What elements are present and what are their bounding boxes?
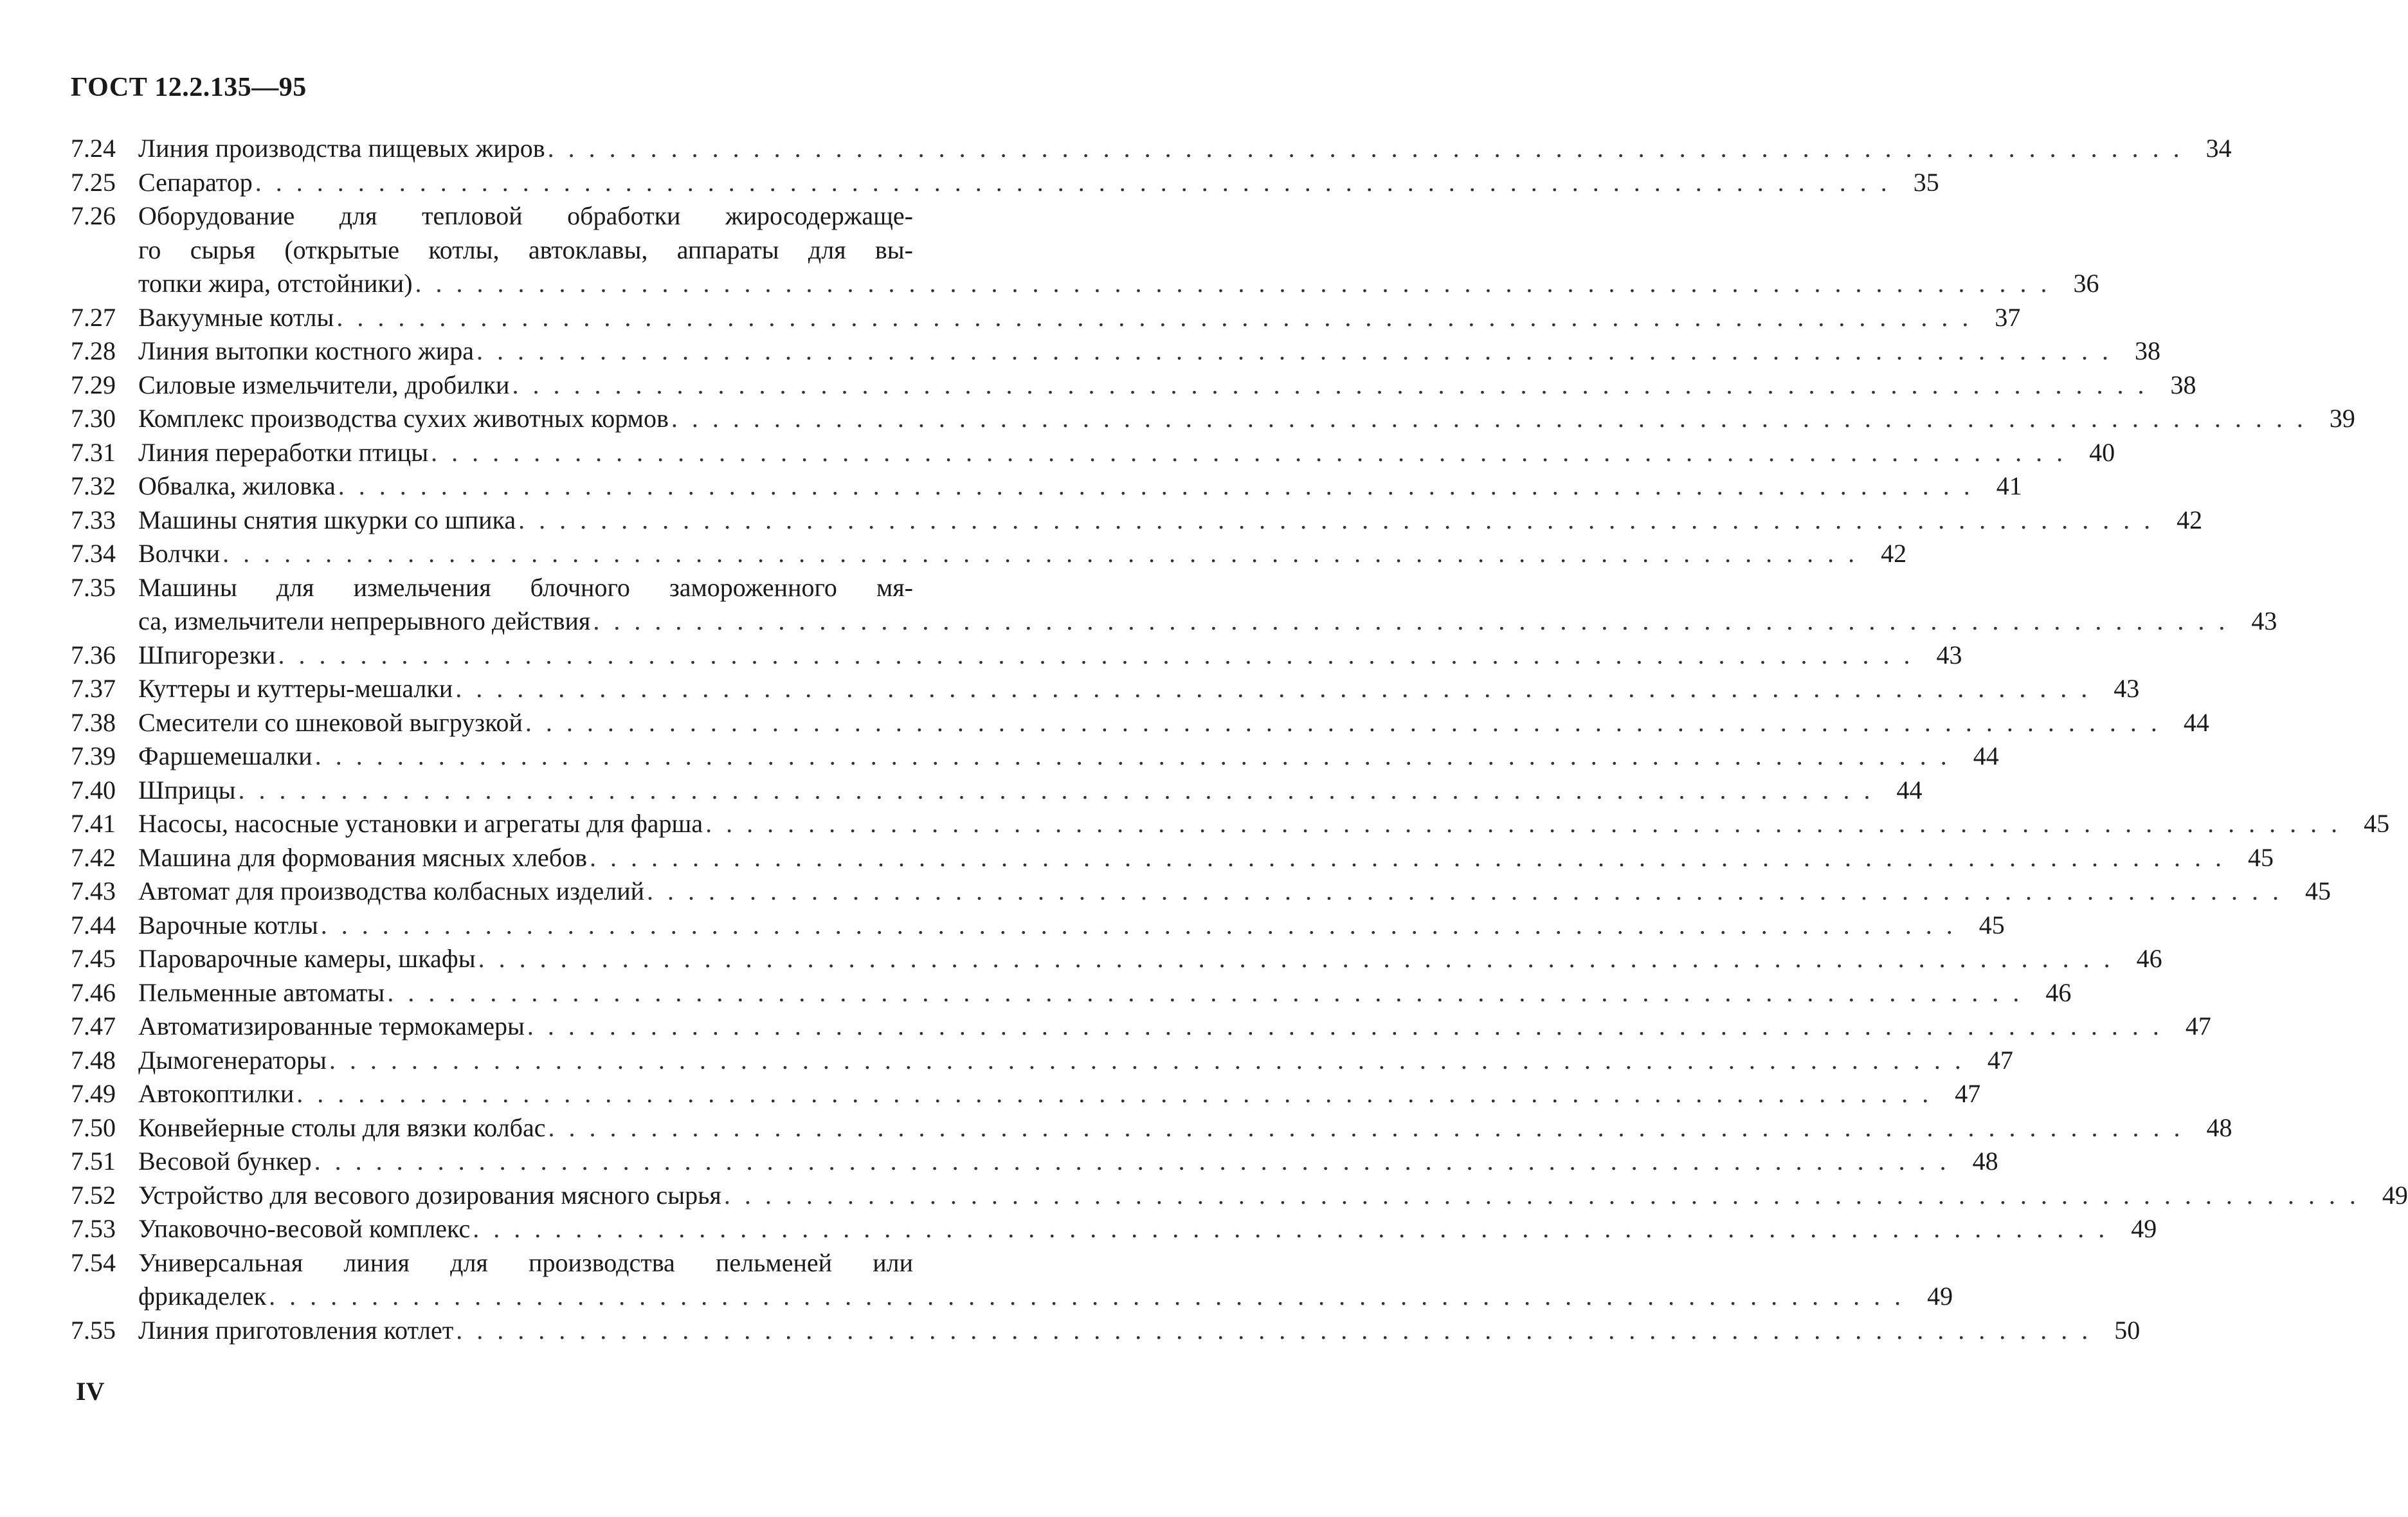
toc-entry-number: 7.28 bbox=[71, 336, 116, 365]
toc-entry[interactable] bbox=[71, 976, 2072, 1010]
toc-entry-last-line bbox=[138, 1077, 1981, 1111]
toc-entry-last-line bbox=[138, 909, 2005, 943]
toc-entry-last-line bbox=[138, 1280, 1953, 1314]
toc-entry-number: 7.39 bbox=[71, 741, 116, 770]
toc-entry-number: 7.44 bbox=[71, 910, 116, 940]
dot-leader: . . . . . . . . . . . . . . . . . . . . . . . . . . . . . . . . . . . . . . . . . . . . . . . . . . . . . . . . . . . . . . . . . . . . . . . . . . . . . . . . bbox=[547, 134, 2184, 163]
toc-entry-body bbox=[138, 1179, 2408, 1213]
toc-entry-title: Фаршемешалки bbox=[138, 741, 312, 770]
toc-entry-title: Пароварочные камеры, шкафы bbox=[138, 944, 476, 973]
toc-entry-number: 7.47 bbox=[71, 1012, 116, 1040]
toc-entry-body bbox=[138, 774, 1923, 808]
toc-entry[interactable] bbox=[71, 537, 1907, 571]
toc-entry-last-line bbox=[138, 1314, 2141, 1348]
toc-entry-title: Устройство для весового дозирования мясного сырья bbox=[138, 1180, 721, 1210]
toc-entry-number: 7.34 bbox=[71, 539, 116, 568]
toc-entry-page-number: 40 bbox=[2089, 437, 2115, 467]
toc-entry-body bbox=[138, 639, 1962, 673]
toc-entry-title: Линия вытопки костного жира bbox=[138, 336, 474, 365]
toc-entry-last-line bbox=[138, 740, 1999, 774]
toc-entry-body bbox=[138, 706, 2209, 740]
toc-entry-number: 7.48 bbox=[71, 1045, 116, 1075]
toc-entry[interactable] bbox=[71, 199, 2099, 301]
dot-leader: . . . . . . . . . . . . . . . . . . . . . . . . . . . . . . . . . . . . . . . . . . . . . . . . . . . . . . . . . . . . . . . . . . . . . . . . . . . . . . . . bbox=[512, 370, 2148, 399]
toc-entry[interactable] bbox=[71, 1010, 2211, 1044]
toc-entry[interactable] bbox=[71, 942, 2162, 976]
toc-entry-last-line bbox=[138, 639, 1962, 673]
toc-entry-last-line bbox=[138, 1212, 2157, 1246]
toc-entry-body bbox=[138, 334, 2160, 368]
toc-entry-title: са, измельчители непрерывного действия bbox=[138, 606, 591, 635]
toc-entry[interactable] bbox=[71, 639, 1962, 673]
dot-leader: . . . . . . . . . . . . . . . . . . . . . . . . . . . . . . . . . . . . . . . . . . . . . . . . . . . . . . . . . . . . . . . . . . . . . . . . . . . . . . . . bbox=[723, 1180, 2360, 1210]
toc-entry-number: 7.46 bbox=[71, 977, 116, 1007]
toc-entry-last-line bbox=[138, 537, 1907, 571]
toc-entry-page-number: 38 bbox=[2170, 370, 2196, 399]
toc-entry[interactable] bbox=[71, 774, 1923, 808]
toc-entry-title: Линия приготовления котлет bbox=[138, 1315, 454, 1345]
toc-entry-page-number: 45 bbox=[2305, 877, 2331, 905]
dot-leader: . . . . . . . . . . . . . . . . . . . . . . . . . . . . . . . . . . . . . . . . . . . . . . . . . . . . . . . . . . . . . . . . . . . . . . . . . . . . . . . . bbox=[338, 471, 1974, 500]
toc-entry-page-number: 46 bbox=[2136, 944, 2162, 973]
toc-entry-number: 7.50 bbox=[71, 1113, 116, 1142]
toc-entry-page-number: 34 bbox=[2205, 134, 2232, 163]
toc-entry-last-line bbox=[138, 1044, 2013, 1078]
dot-leader: . . . . . . . . . . . . . . . . . . . . . . . . . . . . . . . . . . . . . . . . . . . . . . . . . . . . . . . . . . . . . . . . . . . . . . . . . . . . . . . . bbox=[473, 1214, 2109, 1243]
toc-entry-last-line bbox=[138, 672, 2140, 706]
toc-entry[interactable] bbox=[71, 334, 2160, 368]
toc-entry-number: 7.55 bbox=[71, 1315, 116, 1345]
toc-entry[interactable] bbox=[71, 1044, 2013, 1078]
toc-entry[interactable] bbox=[71, 132, 2232, 166]
dot-leader: . . . . . . . . . . . . . . . . . . . . . . . . . . . . . . . . . . . . . . . . . . . . . . . . . . . . . . . . . . . . . . . . . . . . . . . . . . . . . . . . bbox=[314, 741, 1951, 770]
toc-entry-page-number: 43 bbox=[2114, 674, 2140, 703]
toc-entry-last-line bbox=[138, 469, 2022, 504]
toc-entry-body bbox=[138, 166, 1939, 200]
dot-leader: . . . . . . . . . . . . . . . . . . . . . . . . . . . . . . . . . . . . . . . . . . . . . . . . . . . . . . . . . . . . . . . . . . . . . . . . . . . . . . . . bbox=[593, 606, 2229, 635]
toc-entry-number: 7.30 bbox=[71, 404, 116, 433]
toc-entry-number: 7.38 bbox=[71, 707, 116, 737]
toc-entry-body bbox=[138, 199, 2099, 301]
toc-entry-page-number: 49 bbox=[1927, 1282, 1953, 1311]
toc-entry-page-number: 35 bbox=[1913, 167, 1939, 197]
toc-entry[interactable] bbox=[71, 1212, 2157, 1246]
toc-entry-page-number: 43 bbox=[1936, 640, 1962, 669]
dot-leader: . . . . . . . . . . . . . . . . . . . . . . . . . . . . . . . . . . . . . . . . . . . . . . . . . . . . . . . . . . . . . . . . . . . . . . . . . . . . . . . . bbox=[296, 1079, 1933, 1108]
toc-entry[interactable] bbox=[71, 504, 2203, 538]
dot-leader: . . . . . . . . . . . . . . . . . . . . . . . . . . . . . . . . . . . . . . . . . . . . . . . . . . . . . . . . . . . . . . . . . . . . . . . . . . . . . . . . bbox=[548, 1113, 2184, 1142]
toc-entry-number: 7.49 bbox=[71, 1079, 116, 1108]
toc-entry-body bbox=[138, 942, 2162, 976]
toc-entry-title: Машина для формования мясных хлебов bbox=[138, 842, 588, 872]
toc-entry-title: Упаковочно-весовой комплекс bbox=[138, 1214, 471, 1243]
toc-entry-page-number: 46 bbox=[2045, 977, 2072, 1007]
dot-leader: . . . . . . . . . . . . . . . . . . . . . . . . . . . . . . . . . . . . . . . . . . . . . . . . . . . . . . . . . . . . . . . . . . . . . . . . . . . . . . . . bbox=[336, 302, 1973, 332]
toc-entry-page-number: 47 bbox=[1987, 1045, 2013, 1075]
toc-entry-page-number: 36 bbox=[2073, 269, 2099, 298]
toc-entry-body bbox=[138, 1077, 1981, 1111]
toc-entry-last-line bbox=[138, 604, 2277, 639]
toc-entry-last-line bbox=[138, 1145, 1998, 1179]
toc-entry-page-number: 39 bbox=[2329, 404, 2355, 433]
toc-entry-page-number: 37 bbox=[1995, 302, 2021, 332]
toc-entry-last-line bbox=[138, 1179, 2408, 1213]
toc-entry-title: Смесители со шнековой выгрузкой bbox=[138, 707, 523, 737]
toc-entry-last-line bbox=[138, 1010, 2211, 1044]
toc-entry-body bbox=[138, 1145, 1998, 1179]
toc-entry-last-line bbox=[138, 841, 2274, 875]
toc-entry-page-number: 47 bbox=[2185, 1012, 2211, 1040]
toc-entry-last-line bbox=[138, 504, 2203, 538]
toc-entry-body bbox=[138, 368, 2196, 403]
toc-entry-title: Машины снятия шкурки со шпика bbox=[138, 505, 516, 534]
toc-entry-number: 7.36 bbox=[71, 640, 116, 669]
toc-entry-body bbox=[138, 1246, 1953, 1314]
toc-entry-page-number: 44 bbox=[2183, 707, 2209, 737]
toc-entry-title: Обвалка, жиловка bbox=[138, 471, 336, 500]
toc-entry-body bbox=[138, 740, 1999, 774]
dot-leader: . . . . . . . . . . . . . . . . . . . . . . . . . . . . . . . . . . . . . . . . . . . . . . . . . . . . . . . . . . . . . . . . . . . . . . . . . . . . . . . . bbox=[525, 707, 2161, 737]
toc-entry-last-line bbox=[138, 132, 2232, 166]
toc-entry-number: 7.51 bbox=[71, 1147, 116, 1176]
toc-entry-title: Линия переработки птицы bbox=[138, 437, 429, 467]
toc-entry-page-number: 38 bbox=[2134, 336, 2160, 365]
dot-leader: . . . . . . . . . . . . . . . . . . . . . . . . . . . . . . . . . . . . . . . . . . . . . . . . . . . . . . . . . . . . . . . . . . . . . . . . . . . . . . . . bbox=[415, 269, 2051, 298]
toc-entry-page-number: 45 bbox=[2364, 809, 2390, 838]
toc-entry-title: Весовой бункер bbox=[138, 1147, 312, 1176]
dot-leader: . . . . . . . . . . . . . . . . . . . . . . . . . . . . . . . . . . . . . . . . . . . . . . . . . . . . . . . . . . . . . . . . . . . . . . . . . . . . . . . . bbox=[222, 539, 1859, 568]
toc-entry-title: Куттеры и куттеры-мешалки bbox=[138, 674, 453, 703]
dot-leader: . . . . . . . . . . . . . . . . . . . . . . . . . . . . . . . . . . . . . . . . . . . . . . . . . . . . . . . . . . . . . . . . . . . . . . . . . . . . . . . . bbox=[671, 404, 2307, 433]
toc-entry-number: 7.32 bbox=[71, 471, 116, 500]
dot-leader: . . . . . . . . . . . . . . . . . . . . . . . . . . . . . . . . . . . . . . . . . . . . . . . . . . . . . . . . . . . . . . . . . . . . . . . . . . . . . . . . bbox=[476, 336, 2112, 365]
table-of-contents bbox=[71, 132, 2408, 1347]
toc-entry-number: 7.31 bbox=[71, 437, 116, 467]
document-header: ГОСТ 12.2.135—95 bbox=[71, 73, 307, 102]
toc-entry-number: 7.40 bbox=[71, 775, 116, 804]
toc-entry-title: Автокоптилки bbox=[138, 1079, 294, 1108]
dot-leader: . . . . . . . . . . . . . . . . . . . . . . . . . . . . . . . . . . . . . . . . . . . . . . . . . . . . . . . . . . . . . . . . . . . . . . . . . . . . . . . . bbox=[647, 877, 2283, 905]
toc-entry-body bbox=[138, 909, 2005, 943]
toc-entry-body bbox=[138, 976, 2072, 1010]
toc-entry-body bbox=[138, 504, 2203, 538]
toc-entry-title: Насосы, насосные установки и агрегаты для фарша bbox=[138, 809, 703, 838]
toc-entry-body bbox=[138, 132, 2232, 166]
toc-entry-last-line bbox=[138, 942, 2162, 976]
toc-entry-last-line bbox=[138, 875, 2331, 909]
toc-entry[interactable] bbox=[71, 1077, 1981, 1111]
dot-leader: . . . . . . . . . . . . . . . . . . . . . . . . . . . . . . . . . . . . . . . . . . . . . . . . . . . . . . . . . . . . . . . . . . . . . . . . . . . . . . . . bbox=[455, 674, 2092, 703]
toc-entry-body bbox=[138, 1212, 2157, 1246]
toc-entry-body bbox=[138, 1111, 2232, 1145]
toc-entry-number: 7.29 bbox=[71, 370, 116, 399]
toc-entry-number: 7.26 bbox=[71, 201, 116, 230]
toc-entry-title: Линия производства пищевых жиров bbox=[138, 134, 545, 163]
toc-entry-number: 7.54 bbox=[71, 1248, 116, 1277]
toc-entry[interactable] bbox=[71, 368, 2196, 403]
toc-entry-body bbox=[138, 469, 2022, 504]
dot-leader: . . . . . . . . . . . . . . . . . . . . . . . . . . . . . . . . . . . . . . . . . . . . . . . . . . . . . . . . . . . . . . . . . . . . . . . . . . . . . . . . bbox=[518, 505, 2155, 534]
toc-entry[interactable] bbox=[71, 909, 2005, 943]
toc-entry-body bbox=[138, 436, 2115, 470]
toc-entry[interactable] bbox=[71, 672, 2140, 706]
toc-entry-number: 7.35 bbox=[71, 572, 116, 602]
page-number-footer: IV bbox=[76, 1377, 105, 1406]
toc-entry-body bbox=[138, 301, 2021, 335]
toc-entry-page-number: 44 bbox=[1973, 741, 1999, 770]
toc-entry-title: Комплекс производства сухих животных кормов bbox=[138, 404, 669, 433]
toc-entry[interactable] bbox=[71, 1314, 2141, 1348]
toc-entry-number: 7.42 bbox=[71, 842, 116, 872]
toc-entry-last-line bbox=[138, 1111, 2232, 1145]
dot-leader: . . . . . . . . . . . . . . . . . . . . . . . . . . . . . . . . . . . . . . . . . . . . . . . . . . . . . . . . . . . . . . . . . . . . . . . . . . . . . . . . bbox=[269, 1282, 1905, 1311]
toc-entry-page-number: 49 bbox=[2131, 1214, 2157, 1243]
toc-entry-page-number: 49 bbox=[2382, 1180, 2408, 1210]
toc-entry[interactable] bbox=[71, 469, 2022, 504]
toc-entry-body bbox=[138, 672, 2140, 706]
dot-leader: . . . . . . . . . . . . . . . . . . . . . . . . . . . . . . . . . . . . . . . . . . . . . . . . . . . . . . . . . . . . . . . . . . . . . . . . . . . . . . . . bbox=[590, 842, 2226, 872]
toc-entry-body bbox=[138, 571, 2277, 639]
toc-entry-last-line bbox=[138, 368, 2196, 403]
toc-entry-page-number: 48 bbox=[2206, 1113, 2232, 1142]
dot-leader: . . . . . . . . . . . . . . . . . . . . . . . . . . . . . . . . . . . . . . . . . . . . . . . . . . . . . . . . . . . . . . . . . . . . . . . . . . . . . . . . bbox=[329, 1045, 1965, 1075]
toc-entry-page-number: 45 bbox=[1978, 910, 2005, 940]
toc-entry-page-number: 43 bbox=[2251, 606, 2277, 635]
toc-entry-title: Автоматизированные термокамеры bbox=[138, 1012, 525, 1040]
toc-entry-last-line bbox=[138, 774, 1923, 808]
dot-leader: . . . . . . . . . . . . . . . . . . . . . . . . . . . . . . . . . . . . . . . . . . . . . . . . . . . . . . . . . . . . . . . . . . . . . . . . . . . . . . . . bbox=[387, 977, 2023, 1007]
toc-entry-last-line bbox=[138, 166, 1939, 200]
dot-leader: . . . . . . . . . . . . . . . . . . . . . . . . . . . . . . . . . . . . . . . . . . . . . . . . . . . . . . . . . . . . . . . . . . . . . . . . . . . . . . . . bbox=[278, 640, 1914, 669]
toc-entry[interactable] bbox=[71, 807, 2390, 841]
toc-entry-title: фрикаделек bbox=[138, 1282, 267, 1311]
toc-entry-number: 7.33 bbox=[71, 505, 116, 534]
toc-entry-last-line bbox=[138, 402, 2355, 436]
toc-entry-title-line: Универсальная линия для производства пельменей или bbox=[138, 1248, 913, 1277]
toc-entry-page-number: 41 bbox=[1996, 471, 2022, 500]
toc-entry-body bbox=[138, 402, 2355, 436]
toc-entry-title: топки жира, отстойники) bbox=[138, 269, 413, 298]
toc-entry-last-line bbox=[138, 706, 2209, 740]
toc-entry[interactable] bbox=[71, 1111, 2232, 1145]
toc-entry-last-line bbox=[138, 301, 2021, 335]
toc-entry-title: Дымогенераторы bbox=[138, 1045, 327, 1075]
toc-entry[interactable] bbox=[71, 1145, 1998, 1179]
toc-entry-title: Шпигорезки bbox=[138, 640, 276, 669]
toc-entry-title: Вакуумные котлы bbox=[138, 302, 334, 332]
toc-entry-number: 7.43 bbox=[71, 877, 116, 905]
toc-entry-page-number: 47 bbox=[1955, 1079, 1981, 1108]
dot-leader: . . . . . . . . . . . . . . . . . . . . . . . . . . . . . . . . . . . . . . . . . . . . . . . . . . . . . . . . . . . . . . . . . . . . . . . . . . . . . . . . bbox=[431, 437, 2067, 467]
toc-entry-last-line bbox=[138, 267, 2099, 301]
toc-entry-title: Волчки bbox=[138, 539, 221, 568]
toc-entry-number: 7.24 bbox=[71, 134, 116, 163]
toc-entry[interactable] bbox=[71, 1179, 2408, 1213]
dot-leader: . . . . . . . . . . . . . . . . . . . . . . . . . . . . . . . . . . . . . . . . . . . . . . . . . . . . . . . . . . . . . . . . . . . . . . . . . . . . . . . . bbox=[456, 1315, 2092, 1345]
toc-entry-body bbox=[138, 1010, 2211, 1044]
toc-entry-title: Шприцы bbox=[138, 775, 236, 804]
dot-leader: . . . . . . . . . . . . . . . . . . . . . . . . . . . . . . . . . . . . . . . . . . . . . . . . . . . . . . . . . . . . . . . . . . . . . . . . . . . . . . . . bbox=[238, 775, 1874, 804]
toc-entry-title: Сепаратор bbox=[138, 167, 253, 197]
toc-entry-page-number: 42 bbox=[1881, 539, 1907, 568]
toc-entry-number: 7.25 bbox=[71, 167, 116, 197]
toc-entry-number: 7.52 bbox=[71, 1180, 116, 1210]
toc-entry-last-line bbox=[138, 334, 2160, 368]
dot-leader: . . . . . . . . . . . . . . . . . . . . . . . . . . . . . . . . . . . . . . . . . . . . . . . . . . . . . . . . . . . . . . . . . . . . . . . . . . . . . . . . bbox=[705, 809, 2342, 838]
toc-entry[interactable] bbox=[71, 571, 2277, 639]
toc-entry-page-number: 48 bbox=[1972, 1147, 1998, 1176]
toc-entry-body bbox=[138, 807, 2390, 841]
toc-entry-last-line bbox=[138, 807, 2390, 841]
toc-entry-last-line bbox=[138, 436, 2115, 470]
toc-entry-page-number: 50 bbox=[2114, 1315, 2141, 1345]
toc-entry[interactable] bbox=[71, 301, 2021, 335]
toc-entry-title-line: Машины для измельчения блочного замороженного мя- bbox=[138, 572, 913, 602]
toc-entry-title: Пельменные автоматы bbox=[138, 977, 385, 1007]
dot-leader: . . . . . . . . . . . . . . . . . . . . . . . . . . . . . . . . . . . . . . . . . . . . . . . . . . . . . . . . . . . . . . . . . . . . . . . . . . . . . . . . bbox=[527, 1012, 2163, 1040]
toc-entry[interactable] bbox=[71, 841, 2274, 875]
toc-entry-number: 7.53 bbox=[71, 1214, 116, 1243]
dot-leader: . . . . . . . . . . . . . . . . . . . . . . . . . . . . . . . . . . . . . . . . . . . . . . . . . . . . . . . . . . . . . . . . . . . . . . . . . . . . . . . . bbox=[255, 167, 1891, 197]
toc-entry[interactable] bbox=[71, 166, 1939, 200]
toc-entry-body bbox=[138, 537, 1907, 571]
toc-entry-number: 7.45 bbox=[71, 944, 116, 973]
toc-entry-body bbox=[138, 1314, 2141, 1348]
toc-entry[interactable] bbox=[71, 402, 2355, 436]
toc-entry-number: 7.37 bbox=[71, 674, 116, 703]
dot-leader: . . . . . . . . . . . . . . . . . . . . . . . . . . . . . . . . . . . . . . . . . . . . . . . . . . . . . . . . . . . . . . . . . . . . . . . . . . . . . . . . bbox=[314, 1147, 1950, 1176]
toc-entry-body bbox=[138, 841, 2274, 875]
toc-entry-title: Автомат для производства колбасных изделий bbox=[138, 877, 645, 905]
toc-entry[interactable] bbox=[71, 740, 1999, 774]
toc-entry-number: 7.41 bbox=[71, 809, 116, 838]
toc-entry-page-number: 44 bbox=[1896, 775, 1923, 804]
toc-entry[interactable] bbox=[71, 706, 2209, 740]
toc-entry-title: Силовые измельчители, дробилки bbox=[138, 370, 510, 399]
toc-entry-number: 7.27 bbox=[71, 302, 116, 332]
toc-entry-body bbox=[138, 1044, 2013, 1078]
toc-entry-last-line bbox=[138, 976, 2072, 1010]
toc-entry-title-line: Оборудование для тепловой обработки жиросодержаще- bbox=[138, 201, 913, 230]
toc-entry[interactable] bbox=[71, 1246, 1953, 1314]
toc-entry-title-line: го сырья (открытые котлы, автоклавы, аппараты для вы- bbox=[138, 235, 913, 264]
toc-entry[interactable] bbox=[71, 875, 2331, 909]
toc-entry-page-number: 42 bbox=[2177, 505, 2203, 534]
dot-leader: . . . . . . . . . . . . . . . . . . . . . . . . . . . . . . . . . . . . . . . . . . . . . . . . . . . . . . . . . . . . . . . . . . . . . . . . . . . . . . . . bbox=[320, 910, 1957, 940]
toc-entry-body bbox=[138, 875, 2331, 909]
toc-entry-page-number: 45 bbox=[2248, 842, 2274, 872]
toc-entry-title: Варочные котлы bbox=[138, 910, 318, 940]
dot-leader: . . . . . . . . . . . . . . . . . . . . . . . . . . . . . . . . . . . . . . . . . . . . . . . . . . . . . . . . . . . . . . . . . . . . . . . . . . . . . . . . bbox=[478, 944, 2114, 973]
toc-entry[interactable] bbox=[71, 436, 2115, 470]
toc-entry-title: Конвейерные столы для вязки колбас bbox=[138, 1113, 546, 1142]
